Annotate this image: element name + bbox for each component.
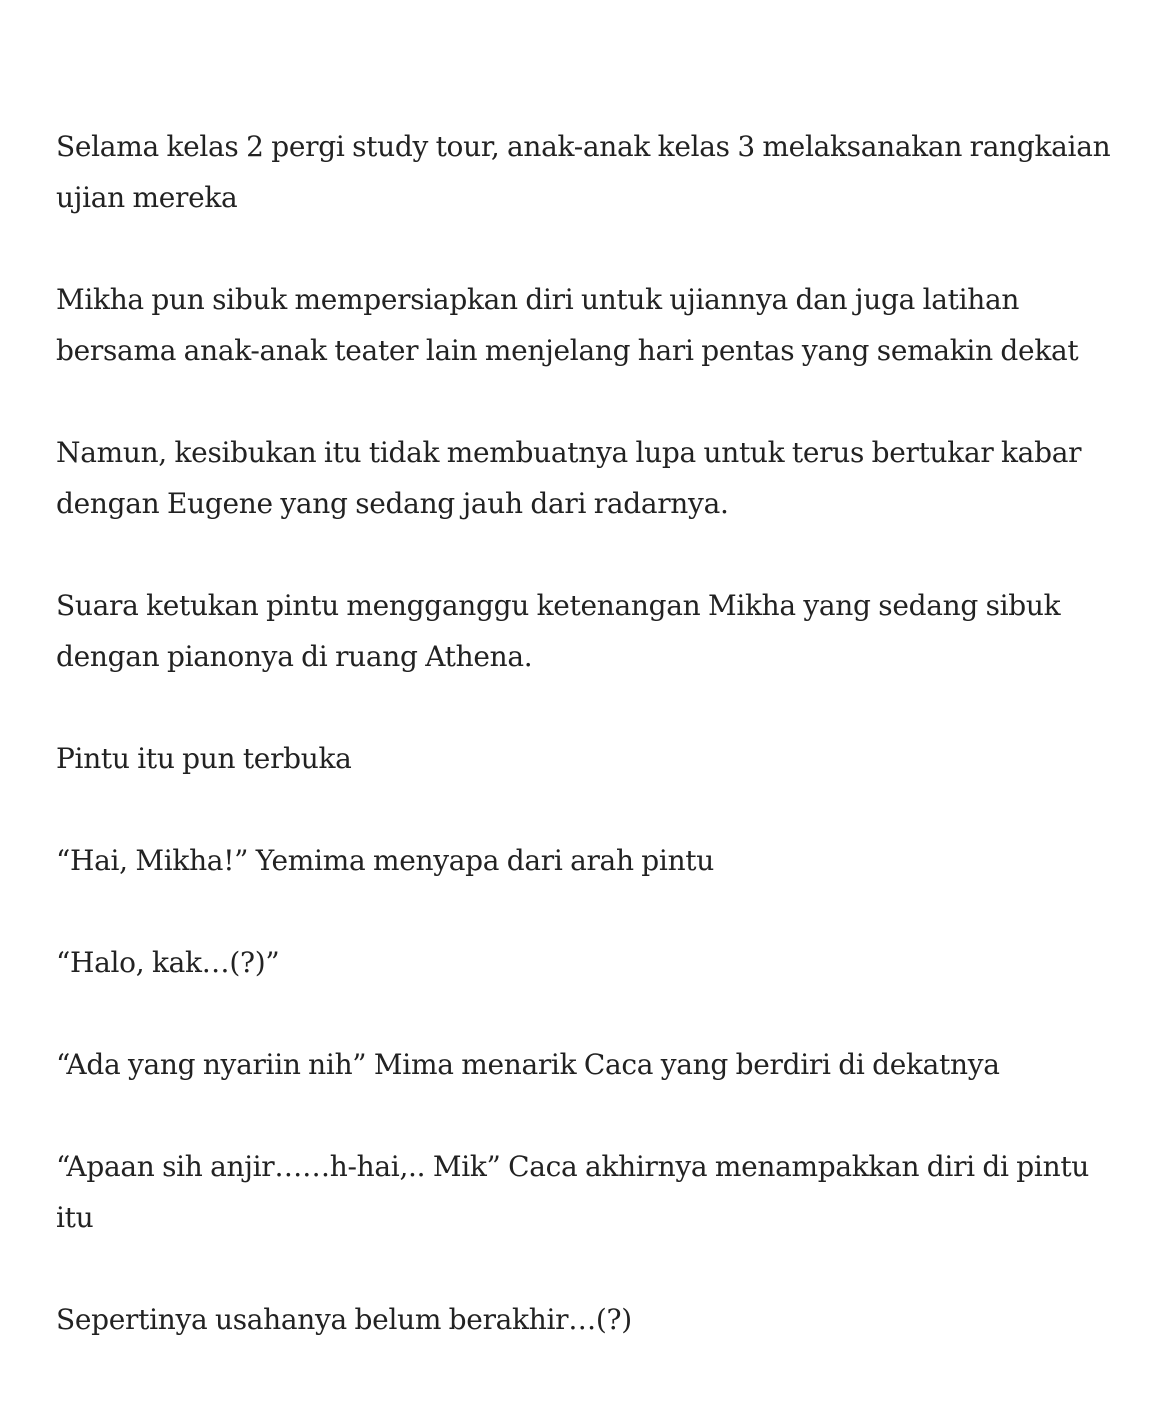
dialogue-line: “Ada yang nyariin nih” Mima menarik Caca yang berdiri di dekatnya [56,1048,1000,1081]
dialogue-line: “Hai, Mikha!” Yemima menyapa dari arah pintu [56,844,714,877]
story-paragraph: Selama kelas 2 pergi study tour, anak-anak kelas 3 melaksanakan rangkaian ujian mereka [56,130,1111,214]
story-paragraph: Namun, kesibukan itu tidak membuatnya lupa untuk terus bertukar kabar dengan Eugene yang sedang jauh dari radarnya. [56,436,1082,520]
story-paragraph: Suara ketukan pintu mengganggu ketenangan Mikha yang sedang sibuk dengan pianonya di ruang Athena. [56,589,1061,673]
dialogue-line: “Halo, kak…(?)” [56,946,280,979]
dialogue-line: “Apaan sih anjir……h-hai,.. Mik” Caca akhirnya menampakkan diri di pintu itu [56,1150,1090,1234]
story-text [56,121,1116,1396]
story-paragraph: Sepertinya usahanya belum berakhir…(?) [56,1303,632,1336]
story-paragraph: Mikha pun sibuk mempersiapkan diri untuk ujiannya dan juga latihan bersama anak-anak teater lain menjelang hari pentas yang semakin dekat [56,283,1079,367]
story-paragraph: Pintu itu pun terbuka [56,742,352,775]
